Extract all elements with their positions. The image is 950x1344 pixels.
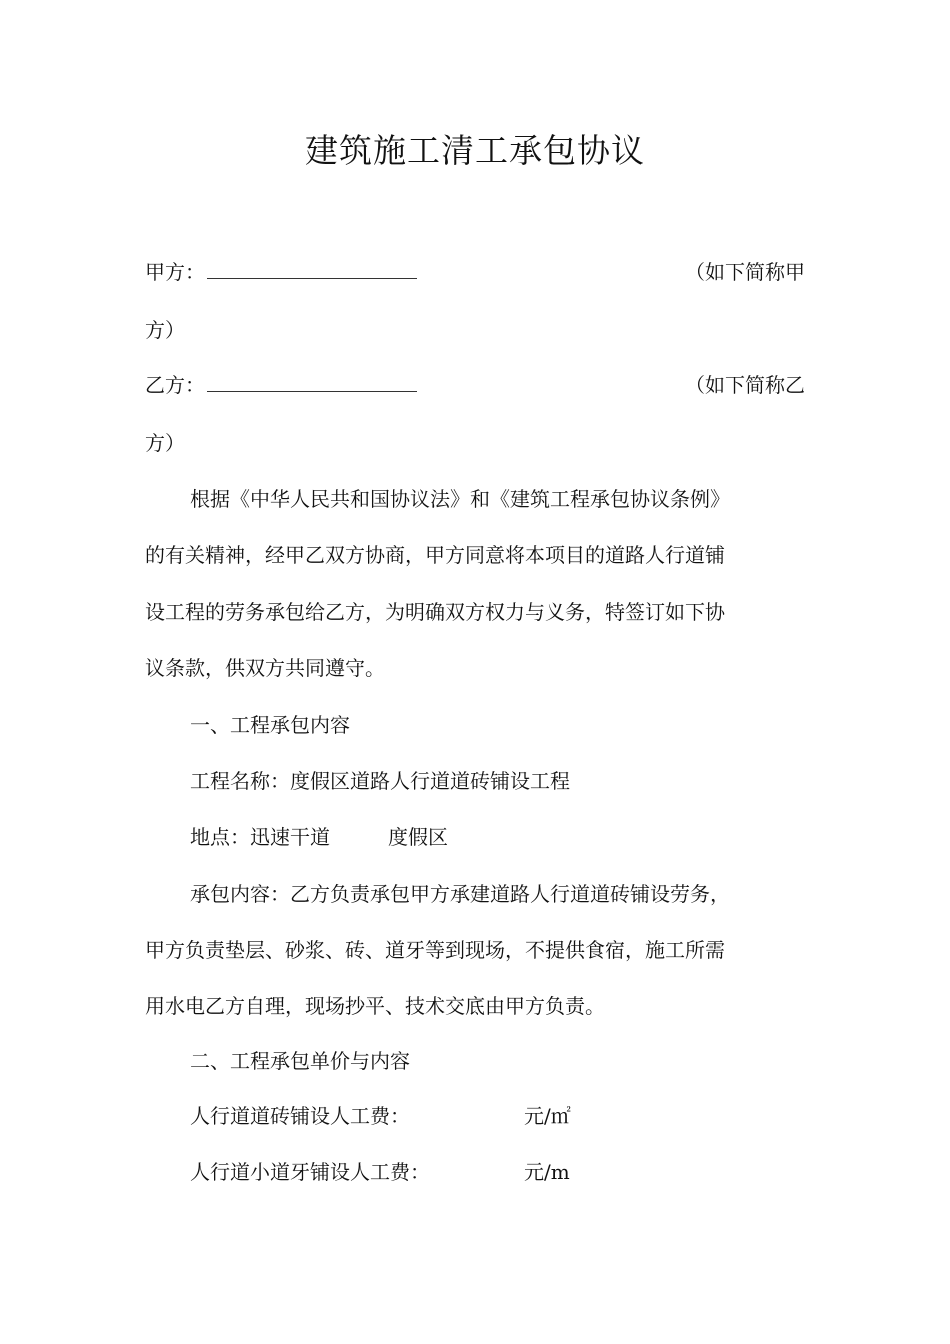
price-item-unit: 元/㎡ [524, 1104, 571, 1128]
party-b-line [145, 370, 417, 400]
party-a-blank [207, 258, 417, 279]
party-a-note: （如下简称甲 [685, 260, 805, 284]
price-item-unit: 元/m [524, 1160, 570, 1184]
content-line-2: 甲方负责垫层、砂浆、砖、道牙等到现场，不提供食宿，施工所需 [145, 938, 725, 962]
party-b-note: （如下简称乙 [685, 373, 805, 397]
section2-heading: 二、工程承包单价与内容 [190, 1049, 410, 1073]
content-line-1: 承包内容：乙方负责承包甲方承建道路人行道道砖铺设劳务， [190, 882, 730, 906]
party-a-line [145, 257, 417, 287]
location-label: 地点：迅速干道 [190, 825, 330, 849]
party-b-label: 乙方： [145, 373, 205, 397]
project-name: 工程名称：度假区道路人行道道砖铺设工程 [190, 769, 570, 793]
price-item-label: 人行道小道牙铺设人工费： [190, 1160, 430, 1184]
party-b-blank [207, 371, 417, 392]
location-line [190, 822, 448, 852]
party-a-label: 甲方： [145, 260, 205, 284]
intro-line-3: 设工程的劳务承包给乙方，为明确双方权力与义务，特签订如下协 [145, 600, 725, 624]
intro-line-4: 议条款，供双方共同遵守。 [145, 656, 385, 680]
intro-line-2: 的有关精神，经甲乙双方协商，甲方同意将本项目的道路人行道铺 [145, 543, 725, 567]
location-value: 度假区 [388, 825, 448, 849]
section1-heading: 一、工程承包内容 [190, 713, 350, 737]
document-title: 建筑施工清工承包协议 [305, 131, 645, 170]
party-a-note-cont: 方） [145, 318, 185, 342]
price-item-label: 人行道道砖铺设人工费： [190, 1104, 410, 1128]
content-line-3: 用水电乙方自理，现场抄平、技术交底由甲方负责。 [145, 994, 605, 1018]
intro-line-1: 根据《中华人民共和国协议法》和《建筑工程承包协议条例》 [190, 487, 730, 511]
party-b-note-cont: 方） [145, 431, 185, 455]
